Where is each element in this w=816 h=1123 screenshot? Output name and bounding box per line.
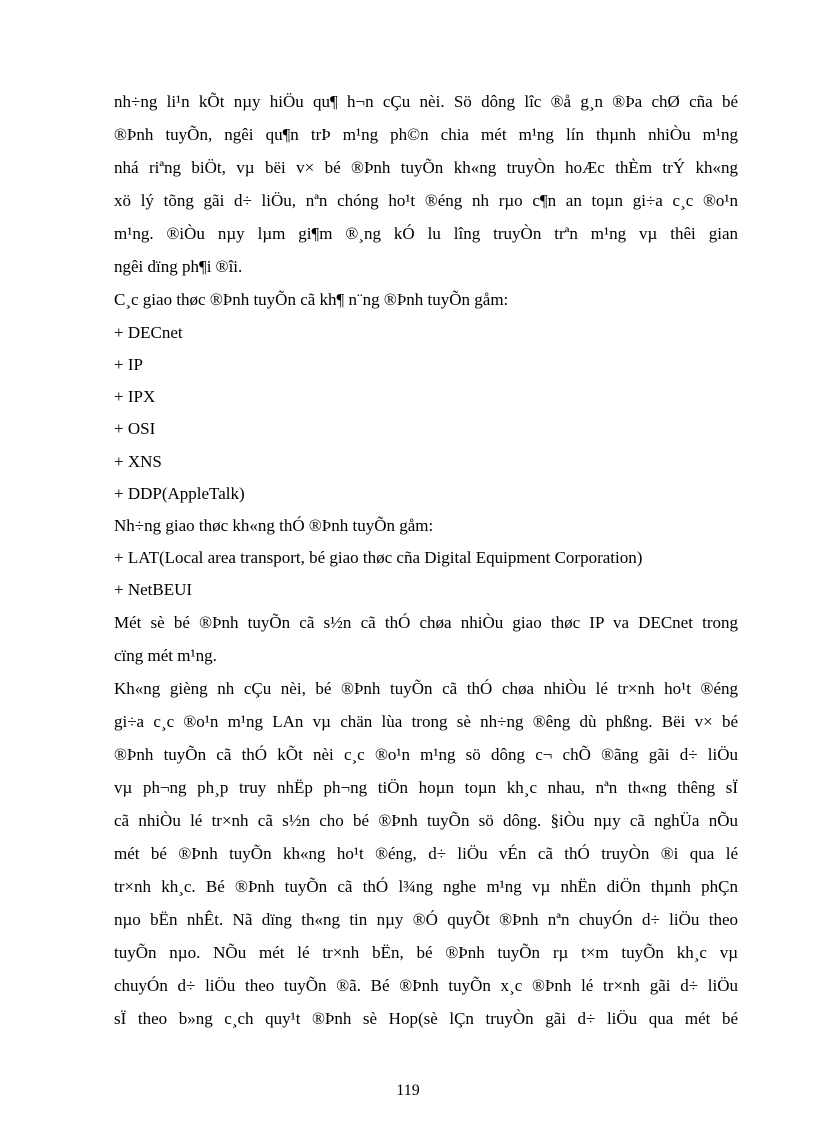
paragraph-3-line: ®Þnh tuyÕn cã thÓ kÕt nèi c¸c ®o¹n m¹ng sö dông c¬ chÕ ®ãng gãi d÷ liÖu <box>114 745 738 764</box>
paragraph-3-line: vµ ph¬ng ph¸p truy nhËp ph¬ng tiÖn hoµn toµn kh¸c nhau, nªn th«ng thêng sÏ <box>114 778 738 797</box>
protocol-item: + LAT(Local area transport, bé giao thøc cña Digital Equipment Corporation) <box>114 548 643 567</box>
paragraph-3-line: tr×nh kh¸c. Bé ®Þnh tuyÕn cã thÓ l¾ng nghe m¹ng vµ nhËn diÖn thµnh phÇn <box>114 877 738 896</box>
nonroutable-heading: Nh÷ng giao thøc kh«ng thÓ ®Þnh tuyÕn gåm: <box>114 516 434 535</box>
page-number: 119 <box>396 1082 420 1099</box>
protocol-item: + OSI <box>114 419 156 438</box>
paragraph-1-line: m¹ng. ®iÒu nµy lµm gi¶m ®¸ng kÓ lu lîng truyÒn trªn m¹ng vµ thêi gian <box>114 224 738 243</box>
paragraph-3-line: Kh«ng gièng nh cÇu nèi, bé ®Þnh tuyÕn cã thÓ chøa nhiÒu lé tr×nh ho¹t ®éng <box>114 679 738 698</box>
paragraph-1-line: ®Þnh tuyÕn, ngêi qu¶n trÞ m¹ng ph©n chia mét m¹ng lín thµnh nhiÒu m¹ng <box>114 125 738 144</box>
paragraph-3-line: sÏ theo b»ng c¸ch quy¹t ®Þnh sè Hop(sè lÇn truyÒn gãi d÷ liÖu qua mét bé <box>114 1009 738 1028</box>
paragraph-1-line: xö lý tõng gãi d÷ liÖu, nªn chóng ho¹t ®éng nh rµo c¶n an toµn gi÷a c¸c ®o¹n <box>114 191 738 210</box>
paragraph-3-line: chuyÓn d÷ liÖu theo tuyÕn ®ã. Bé ®Þnh tuyÕn x¸c ®Þnh lé tr×nh gãi d÷ liÖu <box>114 976 738 995</box>
paragraph-3-line: cã nhiÒu lé tr×nh cã s½n cho bé ®Þnh tuyÕn sö dông. §iÒu nµy cã nghÜa nÕu <box>114 811 738 830</box>
paragraph-1-line: nh÷ng li¹n kÕt nµy hiÖu qu¶ h¬n cÇu nèi. Sö dông lîc ®å g¸n ®Þa chØ cña bé <box>114 92 738 111</box>
paragraph-3-line: tuyÕn nµo. NÕu mét lé tr×nh bËn, bé ®Þnh tuyÕn rµ t×m tuyÕn kh¸c vµ <box>114 943 738 962</box>
protocol-item: + XNS <box>114 452 162 471</box>
paragraph-3-line: nµo bËn nhÊt. Nã dïng th«ng tin nµy ®Ó quyÕt ®Þnh nªn chuyÓn d÷ liÖu theo <box>114 910 738 929</box>
paragraph-2-line: cïng mét m¹ng. <box>114 646 217 665</box>
paragraph-3-line: mét bé ®Þnh tuyÕn kh«ng ho¹t ®éng, d÷ liÖu vÉn cã thÓ truyÒn ®i qua lé <box>114 844 738 863</box>
protocol-item: + IP <box>114 355 143 374</box>
protocol-item: + DDP(AppleTalk) <box>114 484 245 503</box>
protocol-item: + IPX <box>114 387 156 406</box>
paragraph-1-line: nhá riªng biÖt, vµ bëi v× bé ®Þnh tuyÕn kh«ng truyÒn hoÆc thÈm trÝ kh«ng <box>114 158 738 177</box>
paragraph-3-line: gi÷a c¸c ®o¹n m¹ng LAn vµ chän lùa trong sè nh÷ng ®êng dù phßng. Bëi v× bé <box>114 712 738 731</box>
paragraph-1-line: ngêi dïng ph¶i ®îi. <box>114 257 243 276</box>
protocol-item: + NetBEUI <box>114 580 193 599</box>
protocol-item: + DECnet <box>114 323 183 342</box>
routable-heading: C¸c giao thøc ®Þnh tuyÕn cã kh¶ n¨ng ®Þnh tuyÕn gåm: <box>114 290 509 309</box>
paragraph-2-line: Mét sè bé ®Þnh tuyÕn cã s½n cã thÓ chøa nhiÒu giao thøc IP va DECnet trong <box>114 613 738 632</box>
